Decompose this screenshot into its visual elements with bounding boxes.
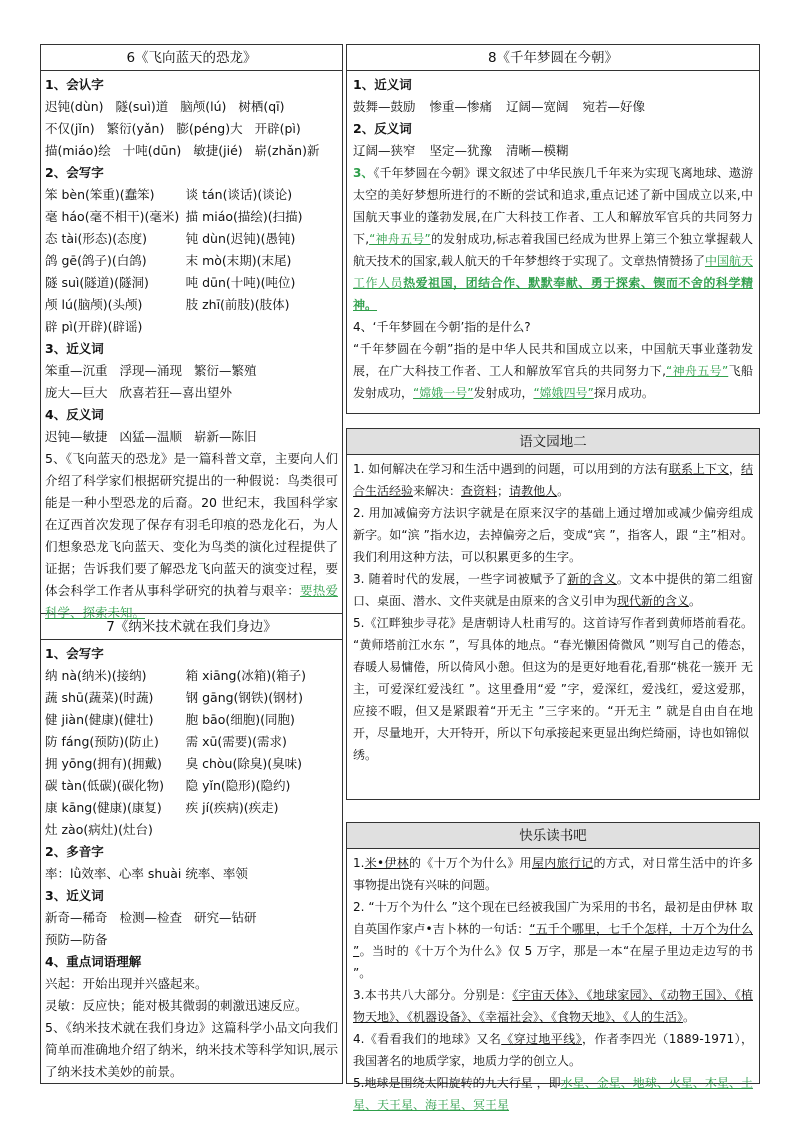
write-item: 需 xū(需要)(需求) [185,734,287,749]
item-5-end: 绣。 [353,748,378,762]
section-title: 语文园地二 [347,429,759,455]
synonym-item: 研究—钻研 [194,910,257,925]
item-1: 1. 如何解决在学习和生活中遇到的问题，可以用到的方法有联系上下文，结合生活经验来解决：查资料；请教他人。 [353,462,753,498]
recognize-item: 开辟(pì) [254,121,301,136]
right-column [346,44,760,1112]
write-item: 辟 pì(开辟)(辟谣) [45,319,143,334]
recognize-list [45,96,338,162]
recognize-item: 迟钝(dùn) [45,99,104,114]
recognize-item: 描(miáo)绘 [45,143,111,158]
synonym-item: 新奇—稀奇 [45,910,108,925]
write-item: 臭 chòu(除臭)(臭味) [185,756,302,771]
synonym-item: 检测—检查 [119,910,183,925]
recognize-item: 崭(zhǎn)新 [254,143,320,158]
write-item: 谈 tán(谈话)(谈论) [185,187,293,202]
section-lesson-8 [346,44,760,414]
synonym-item: 宛若—好像 [582,99,646,114]
section-happy-reading [346,822,760,1112]
write-item: 健 jiàn(健康)(健壮) [45,712,154,727]
polyphone-text: 率：lǜ效率、心率 shuài 统率、率领 [45,866,248,881]
write-list [45,184,338,338]
write-item: 箱 xiāng(冰箱)(箱子) [185,668,306,683]
recognize-item: 不仅(jǐn) [45,121,95,136]
antonym-item: 凶猛—温顺 [119,429,183,444]
key-words-list [45,973,338,1017]
antonym-item: 坚定—犹豫 [429,143,493,158]
section-lesson-7 [40,614,343,1084]
antonym-list [45,426,338,448]
antonym-item: 清晰—模糊 [506,143,569,158]
write-item: 胞 bāo(细胞)(同胞) [185,712,295,727]
item-5: 5.《江畔独步寻花》是唐朝诗人杜甫写的。这首诗写作者到黄师塔前看花。 “黄师塔前江水东 ”，写具体的地点。“春光懒困倚微风 ”则写自己的倦态， 春暖人易慵倦，所以倚风小憩。但这为的是更好地看花,看那“桃花一簇开 无主，可爱深红爱浅红 ”。这里叠用“爱 ”字，爱深红，爱浅红，爱这爱那， 应接不暇，但又是紧跟着“开无主 ”三字来的。“开无主 ” 就是自由自在地 开，尽量地开，大开特开，所以下句承接起来更显出绚烂绮丽，诗也如锦似 [353,616,753,740]
heading-antonyms: 4、反义词 [45,407,104,422]
section-title: 快乐读书吧 [347,823,759,849]
write-item: 钢 gāng(钢铁)(钢材) [185,690,304,705]
item-2: 2. “十万个为什么 ”这个现在已经被我国广为采用的书名，最初是由伊林 取自英国作家卢•吉卜林的一句话：“五千个哪里，七千个怎样，十万个为什么 ”。当时的《十万个为什么》仅 5 万字，那是一本“在屋子里边走边写的书 ”。 [353,900,753,980]
section-title: 6《飞向蓝天的恐龙》 [41,45,342,71]
write-item: 疾 jí(疾病)(疾走) [185,800,279,815]
summary-paragraph: 5、《飞向蓝天的恐龙》是一篇科普文章，主要向人们介绍了科学家们根据研究提出的一种假说：鸟类很可能是一种小型恐龙的后裔。20 世纪末，我国科学家在辽西首次发现了保存有羽毛印痕的恐龙化石，为人们想象恐龙飞向蓝天、变化为鸟类的演化过程提供了证据；告诉我们要了解恐龙飞向蓝天的演变过程，要体会科学工作者从事科学研究的执着与艰辛：要热爱科学、探索未知。 [45,451,338,620]
write-item: 吨 dūn(十吨)(吨位) [185,275,296,290]
synonym-list [45,360,338,404]
recognize-item: 繁衍(yǎn) [106,121,165,136]
heading-polyphone: 2、多音字 [45,844,104,859]
write-item: 防 fáng(预防)(防止) [45,734,159,749]
item-2: 2. 用加减偏旁方法识字就是在原来汉字的基础上通过增加或减少偏旁组成 新字。如“滨 ”指水边，去掉偏旁之后，变成“宾 ”，指客人，跟 “主”相对。我们利用这种方法，可以积累更多的生字。 [353,506,753,564]
write-item: 隐 yǐn(隐形)(隐约) [185,778,291,793]
recognize-item: 膨(péng)大 [176,121,243,136]
heading-key-words: 4、重点词语理解 [45,954,142,969]
write-item: 毫 háo(毫不相干)(毫米) [45,209,180,224]
item-1: 1.米•伊林的《十万个为什么》用屋内旅行记的方式，对日常生活中的许多事物提出饶有兴味的问题。 [353,856,753,892]
synonym-item: 繁衍—繁殖 [194,363,257,378]
write-item: 鸽 gē(鸽子)(白鸽) [45,253,147,268]
write-item: 末 mò(末期)(末尾) [185,253,292,268]
write-item: 钝 dùn(迟钝)(愚钝) [185,231,296,246]
section-language-garden [346,428,760,800]
item-3: 3. 随着时代的发展，一些字词被赋予了新的含义。文本中提供的第二组窗口、桌面、潜水、文件夹就是由原来的含义引申为现代新的含义。 [353,572,753,608]
heading-synonyms: 3、近义词 [45,341,104,356]
synonym-item: 欣喜若狂—喜出望外 [119,385,233,400]
highlight-text: 要热爱科学、探索未知。 [45,583,338,620]
antonym-item: 崭新—陈旧 [194,429,257,444]
write-item: 肢 zhī(前肢)(肢体) [185,297,290,312]
synonym-list [45,907,338,951]
page [40,44,760,1112]
write-item: 态 tài(形态)(态度) [45,231,148,246]
heading-write: 1、会写字 [45,646,104,661]
synonym-item: 预防—防备 [45,932,108,947]
section-title: 7《纳米技术就在我们身边》 [41,614,342,640]
summary-paragraph: 3、《千年梦圆在今朝》课文叙述了中华民族几千年来为实现飞离地球、遨游太空的美好梦想所进行的不断的尝试和追求,重点记述了新中国成立以来,中国航天事业的蓬勃发展,在广大科技工作者、工人和解放军官兵的共同努力下,“神舟五号”的发射成功,标志着我国已经成为世界上第三个独立掌握载人航天技术的国家,载人航天的千年梦想终于实现了。文章热情赞扬了中国航天工作人员热爱祖国，团结合作、默默奉献、勇于探索、锲而不舍的科学精神。 [353,166,753,312]
left-column [40,44,343,1084]
recognize-item: 十吨(dūn) [122,143,182,158]
antonym-item: 辽阔—狭窄 [353,143,416,158]
write-list [45,665,338,841]
write-item: 纳 nà(纳米)(接纳) [45,668,147,683]
recognize-item: 树栖(qī) [238,99,285,114]
heading-write: 2、会写字 [45,165,104,180]
recognize-item: 隧(suì)道 [115,99,169,114]
item-4: 4.《看看我们的地球》又名《穿过地平线》，作者李四光（1889-1971），我国著名的地质学家，地质力学的创立人。 [353,1032,753,1068]
write-item: 颅 lú(脑颅)(头颅) [45,297,143,312]
synonym-item: 庞大—巨大 [45,385,108,400]
write-item: 碳 tàn(低碳)(碳化物) [45,778,164,793]
write-item: 蔬 shū(蔬菜)(时蔬) [45,690,154,705]
antonym-item: 迟钝—敏捷 [45,429,108,444]
antonym-list [353,140,753,162]
synonym-item: 笨重—沉重 [45,363,108,378]
heading-antonyms: 2、反义词 [353,121,412,136]
write-item: 描 miáo(描绘)(扫描) [185,209,303,224]
synonym-item: 惨重—惨痛 [429,99,493,114]
synonym-item: 鼓舞—鼓励 [353,99,416,114]
write-item: 灶 zào(病灶)(灶台) [45,822,153,837]
answer-4: “千年梦圆在今朝”指的是中华人民共和国成立以来，中国航天事业蓬勃发展，在广大科技工作者、工人和解放军官兵的共同努力下,“神舟五号”飞船发射成功，“嫦娥一号”发射成功，“嫦娥四号”探月成功。 [353,342,753,400]
synonym-item: 浮现—涌现 [119,363,183,378]
section-lesson-6 [40,44,343,620]
summary-paragraph: 5、《纳米技术就在我们身边》这篇科学小品文向我们简单而准确地介绍了纳米，纳米技术等科学知识,展示了纳米技术美妙的前景。 [45,1020,338,1079]
section-title: 8《千年梦圆在今朝》 [347,45,759,71]
recognize-item: 脑颅(lú) [180,99,227,114]
heading-synonyms: 1、近义词 [353,77,412,92]
key-word-definition: 灵敏：反应快；能对极其微弱的刺激迅速反应。 [45,998,308,1013]
recognize-item: 敏捷(jié) [193,143,243,158]
synonym-list [353,96,753,118]
item-3: 3.本书共八大部分。分别是：《宇宙天体》、《地球家园》、《动物王国》、《植物天地》、《机器设备》、《幸福社会》、《食物天地》、《人的生活》。 [353,988,753,1024]
write-item: 笨 bèn(笨重)(蠢笨) [45,187,155,202]
question-4: 4、‘千年梦圆在今朝’指的是什么? [353,320,531,334]
synonym-item: 辽阔—宽阔 [506,99,569,114]
item-5: 5.地球是围绕太阳旋转的九大行星 ，即水星、金星、地球、火星、木星、土星、天王星、海王星、冥王星 [353,1076,754,1112]
write-item: 康 kāng(健康)(康复) [45,800,162,815]
write-item: 隧 suì(隧道)(隧洞) [45,275,149,290]
key-word-definition: 兴起：开始出现并兴盛起来。 [45,976,208,991]
write-item: 拥 yōng(拥有)(拥戴) [45,756,162,771]
heading-recognize: 1、会认字 [45,77,104,92]
heading-synonyms: 3、近义词 [45,888,104,903]
